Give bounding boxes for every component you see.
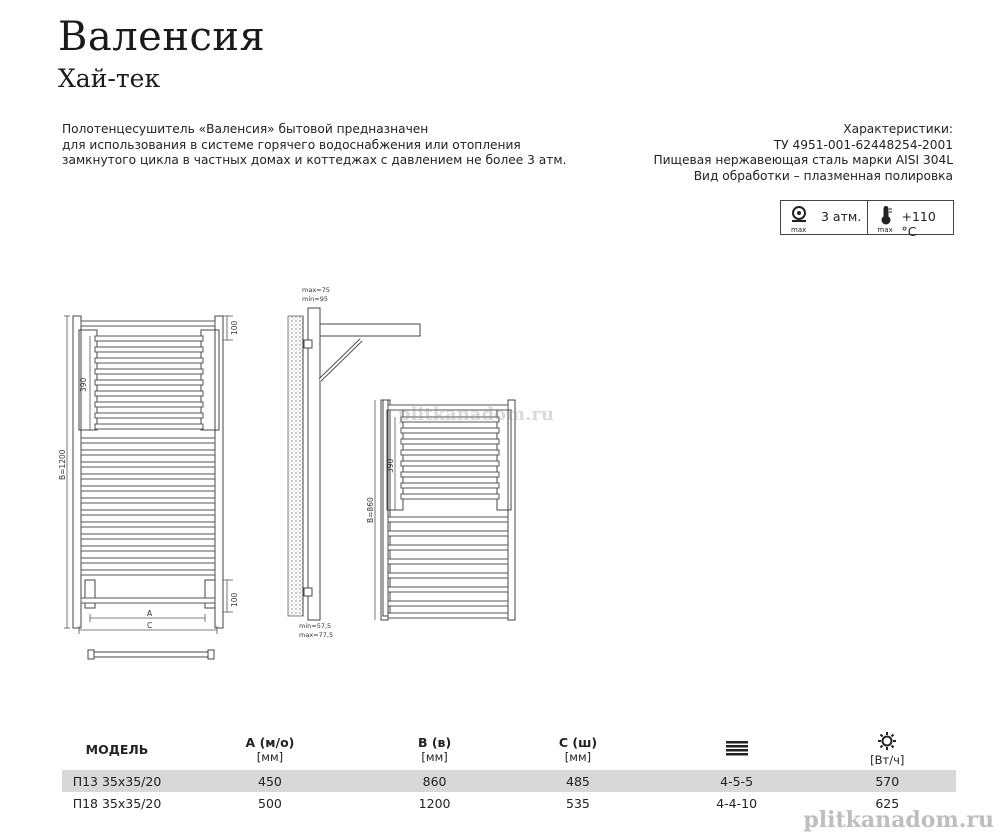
- col-b-label: B (в): [417, 734, 452, 750]
- cell-c: 535: [566, 795, 590, 811]
- characteristics-line: Пищевая нержавеющая сталь марки AISI 304L: [653, 153, 953, 167]
- cell-a: 450: [172, 770, 368, 792]
- cell-rungs: 4-4-10: [716, 795, 758, 811]
- cell-b: 1200: [418, 795, 451, 811]
- side-min-top: min=95: [302, 295, 328, 303]
- col-c: [501, 728, 654, 770]
- left-rail: [73, 316, 81, 628]
- col-b-unit: [мм]: [421, 749, 448, 764]
- models-table: [62, 728, 956, 814]
- col-rungs: [655, 728, 819, 770]
- cell-model: П18 35х35/20: [72, 795, 162, 811]
- cell-model: П13 35х35/20: [62, 770, 172, 792]
- col-power-unit: [Вт/ч]: [870, 752, 905, 767]
- characteristics-line: ТУ 4951-001-62448254-2001: [773, 137, 953, 152]
- col-b: [368, 728, 501, 770]
- cell-a: 500: [258, 795, 282, 811]
- dim-100-top: 100: [230, 320, 239, 335]
- temperature-max-label: max: [877, 226, 893, 234]
- table-row: [62, 770, 956, 792]
- description-line: замкнутого цикла в частных домах и коттеджах с давлением не более 3 атм.: [62, 153, 567, 167]
- thermometer-icon: [876, 205, 896, 227]
- temperature-spec: [867, 201, 954, 239]
- cell-b: 860: [368, 770, 501, 792]
- pressure-max-label: max: [791, 226, 807, 234]
- page-title: Валенсия: [58, 14, 266, 60]
- col-c-unit: [мм]: [564, 749, 592, 764]
- characteristics-line: Вид обработки – плазменная полировка: [693, 168, 953, 183]
- gauge-icon: [789, 205, 809, 227]
- cell-rungs: 4-5-5: [655, 770, 819, 792]
- col-a-unit: [мм]: [256, 749, 284, 764]
- watermark-corner: plitkanadom.ru: [803, 807, 994, 833]
- dim-390: 390: [79, 377, 88, 392]
- dim-100-bottom: 100: [230, 592, 239, 607]
- rungs-icon: [726, 740, 748, 756]
- small-dim-390: 390: [386, 458, 395, 473]
- table-header-row: [62, 728, 956, 770]
- temperature-value: +110 °С: [901, 209, 936, 239]
- cell-c: 485: [501, 770, 654, 792]
- top-view: [88, 650, 214, 659]
- dim-b1200: B=1200: [58, 449, 67, 480]
- col-a-label: А (м/о): [245, 734, 295, 750]
- page-subtitle: Хай-тек: [58, 64, 161, 93]
- dim-a: A: [147, 609, 153, 618]
- side-max-top: max=75: [302, 286, 330, 294]
- spec-box: [780, 200, 954, 239]
- col-model: МОДЕЛЬ: [85, 741, 149, 757]
- cell-power: 625: [875, 795, 900, 811]
- pressure-value: 3 атм.: [821, 209, 862, 224]
- description: [62, 122, 566, 169]
- small-dim-b860: B=860: [366, 497, 375, 523]
- pressure-spec: [781, 201, 867, 234]
- side-min-bottom: min=57,5: [299, 622, 332, 630]
- dim-c: C: [147, 621, 153, 630]
- small-model-drawing: [365, 395, 525, 625]
- watermark-center: plitkanadom.ru: [398, 404, 554, 425]
- col-a: [172, 728, 368, 770]
- characteristics: [653, 122, 953, 184]
- description-line: Полотенцесушитель «Валенсия» бытовой предназначен: [62, 122, 429, 136]
- big-rungs: [81, 321, 215, 603]
- side-max-bottom: max=77,5: [299, 631, 334, 639]
- cell-power: 570: [819, 770, 956, 792]
- sun-icon: [878, 732, 896, 750]
- col-c-label: С (ш): [558, 734, 598, 750]
- description-line: для использования в системе горячего водоснабжения или отопления: [62, 137, 521, 152]
- characteristics-heading: Характеристики:: [843, 122, 953, 136]
- col-power: [819, 728, 956, 770]
